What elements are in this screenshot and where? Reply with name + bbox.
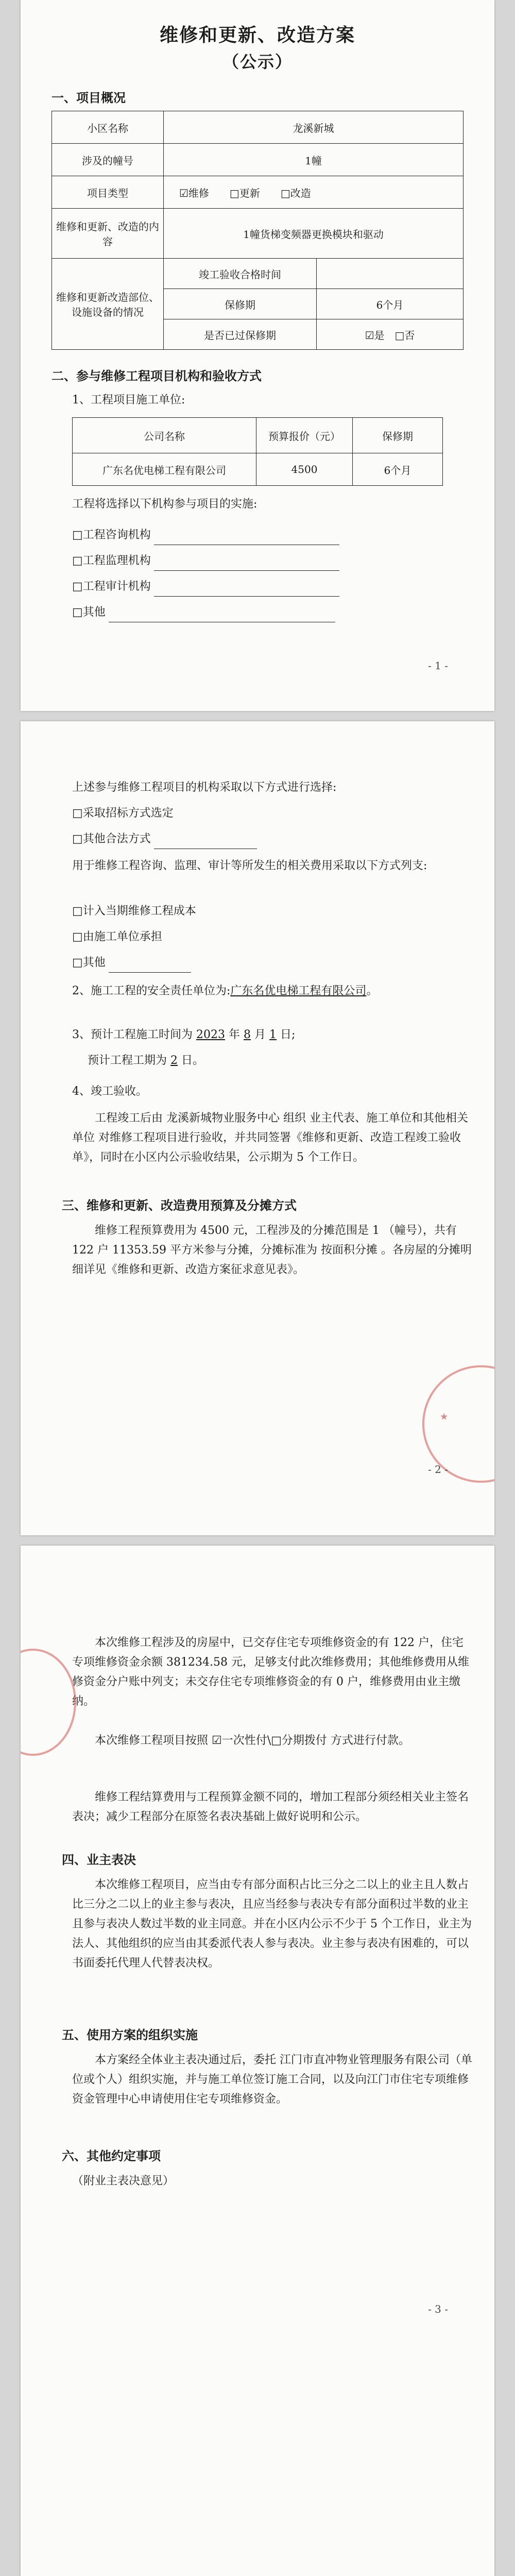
header-cell: 预算报价（元） — [256, 418, 353, 453]
table-row — [52, 176, 464, 209]
section-4-heading: 四、业主表决 — [62, 1852, 136, 1867]
implementation-text: 本方案经全体业主表决通过后，委托 江门市直冲物业管理服务有限公司（单位或个人）组织实施，并与施工单位签订施工合同，以及向江门市住宅专项维修资金管理中心申请使用住宅专项维修资金。 — [72, 2054, 472, 2106]
list-item: □采取招标方式选定 — [72, 807, 174, 820]
acceptance-heading: 4、竣工验收。 — [72, 1085, 147, 1098]
value-cell: ☑是 □否 — [317, 319, 464, 350]
data-cell: 4500 — [256, 453, 353, 486]
seal-text: ★ — [440, 1412, 448, 1421]
table-row — [52, 209, 464, 259]
data-cell: 广东名优电梯工程有限公司 — [73, 453, 256, 486]
document-page-2 — [21, 721, 494, 1535]
list-item: □其他 — [72, 603, 335, 622]
table-row — [73, 453, 443, 486]
header-cell: 保修期 — [353, 418, 443, 453]
section-5-heading: 五、使用方案的组织实施 — [62, 2027, 198, 2042]
agency-intro: 工程将选择以下机构参与项目的实施: — [72, 498, 258, 511]
list-item: □其他 — [72, 953, 191, 973]
list-item: □工程咨询机构 — [72, 526, 339, 545]
list-item: □其他合法方式 — [72, 829, 257, 849]
label-cell: 维修和更新、改造的内容 — [52, 209, 164, 259]
payment-method: 本次维修工程项目按照 ☑一次性付\□分期拨付 方式进行付款。 — [95, 1734, 410, 1747]
document-page-3 — [21, 1546, 494, 2576]
value-cell: 6个月 — [317, 289, 464, 319]
fund-text: 本次维修工程涉及的房屋中，已交存住宅专项维修资金的有 122 户，住宅专项维修资金余额 381234.58 元，足够支付此次维修费用；其他维修费用从维修资金分户账中列支；未交存住宅专项维修资金的有 0 户，维修费用由业主缴纳。 — [72, 1636, 469, 1708]
doc-title: 维修和更新、改造方案 — [159, 24, 355, 46]
fee-intro: 用于维修工程咨询、监理、审计等所发生的相关费用采取以下方式列支: — [72, 859, 427, 872]
page-number: - 2 - — [428, 1463, 448, 1476]
value-cell: 龙溪新城 — [164, 111, 464, 144]
list-item: □工程监理机构 — [72, 551, 339, 571]
key-cell: 保修期 — [164, 289, 317, 319]
construction-date: 3、预计工程施工时间为 2023 年 8 月 1 日; — [72, 1028, 296, 1041]
table-row — [73, 418, 443, 453]
appendix-note: （附业主表决意见） — [72, 2175, 175, 2188]
section-6-heading: 六、其他约定事项 — [62, 2148, 161, 2163]
document-page-1 — [21, 0, 494, 711]
section-3-heading: 三、维修和更新、改造费用预算及分摊方式 — [62, 1198, 297, 1213]
label-cell: 涉及的幢号 — [52, 144, 164, 176]
list-item: □计入当期维修工程成本 — [72, 905, 196, 918]
budget-text: 维修工程预算费用为 4500 元，工程涉及的分摊范围是 1 （幢号），共有 122 户 11353.59 平方米参与分摊，分摊标准为 按面积分摊 。各房屋的分摊明细详见《维修和更新、改造方案征求意见表》。 — [72, 1224, 472, 1276]
settlement-text: 维修工程结算费用与工程预算金额不同的，增加工程部分须经相关业主签名表决；减少工程部分在原签名表决基础上做好说明和公示。 — [72, 1791, 469, 1823]
value-cell: ☑维修 □更新 □改造 — [164, 176, 464, 209]
header-cell: 公司名称 — [73, 418, 256, 453]
list-item: □由施工单位承担 — [72, 930, 162, 943]
table-row — [52, 144, 464, 176]
section-1-heading: 一、项目概况 — [52, 90, 126, 105]
table-row — [52, 111, 464, 144]
contractor-table — [72, 417, 443, 486]
acceptance-text: 工程竣工后由 龙溪新城物业服务中心 组织 业主代表、施工单位和其他相关单位 对维修工程项目进行验收，并共同签署《维修和更新、改造工程竣工验收单》，同时在小区内公示验收结果，公示期为 5 个工作日。 — [72, 1112, 468, 1164]
page-number: - 3 - — [428, 2303, 448, 2315]
value-cell: 1幢 — [164, 144, 464, 176]
construction-period: 预计工程工期为 2 日。 — [88, 1054, 204, 1067]
label-cell: 维修和更新改造部位、设施设备的情况 — [52, 259, 164, 350]
official-seal — [21, 1649, 76, 1756]
label-cell: 小区名称 — [52, 111, 164, 144]
project-overview-table — [52, 111, 464, 350]
section-2-heading: 二、参与维修工程项目机构和验收方式 — [52, 368, 262, 383]
selection-method-intro: 上述参与维修工程项目的机构采取以下方式进行选择: — [72, 781, 337, 794]
data-cell: 6个月 — [353, 453, 443, 486]
key-cell: 是否已过保修期 — [164, 319, 317, 350]
label-cell: 项目类型 — [52, 176, 164, 209]
value-cell — [317, 259, 464, 289]
doc-subtitle: （公示） — [222, 52, 293, 72]
safety-responsibility: 2、施工工程的安全责任单位为:广东名优电梯工程有限公司。 — [72, 985, 378, 997]
list-item: □工程审计机构 — [72, 577, 339, 597]
value-cell: 1幢货梯变频器更换模块和驱动 — [164, 209, 464, 259]
table-row — [52, 259, 464, 289]
page-number: - 1 - — [428, 659, 448, 672]
voting-text: 本次维修工程项目，应当由专有部分面积占比三分之二以上的业主且人数占比三分之二以上的业主参与表决，且应当经参与表决专有部分面积过半数的业主且参与表决人数过半数的业主同意。并在小区内公示不少于 5 个工作日，业主为法人、其他组织的应当由其委派代表人参与表决。业主参与表决有困难的，可以书面委托代理人代替表决权。 — [72, 1878, 472, 1970]
contractor-intro: 1、工程项目施工单位: — [72, 394, 185, 406]
key-cell: 竣工验收合格时间 — [164, 259, 317, 289]
